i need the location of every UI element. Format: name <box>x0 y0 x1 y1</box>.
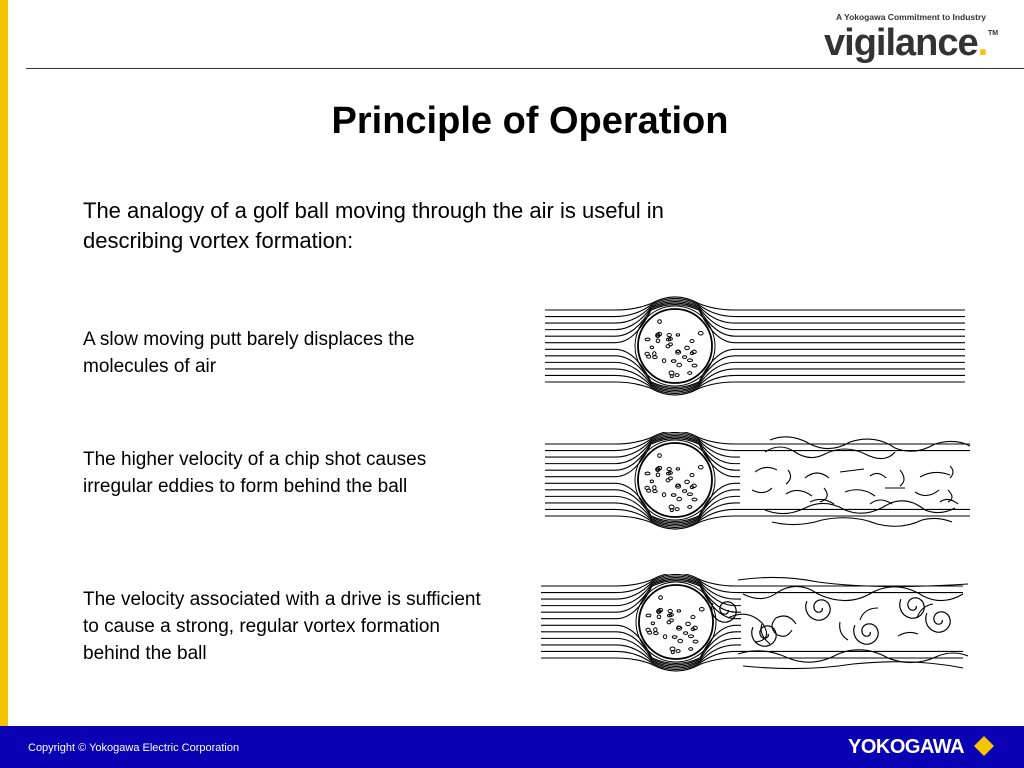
drive-description: The velocity associated with a drive is sufficient to cause a strong, regular vortex formation behind the ball <box>83 589 481 664</box>
chip-shot-description: The higher velocity of a chip shot causes irregular eddies to form behind the ball <box>83 449 427 497</box>
vigilance-logo <box>824 12 1006 66</box>
golf-ball-icon <box>635 440 715 520</box>
golf-ball-icon <box>635 306 715 386</box>
header-divider <box>26 68 1024 69</box>
golf-ball-icon <box>636 582 716 662</box>
logo-brand: vigilance. <box>824 22 988 64</box>
yokogawa-diamond-icon <box>974 736 994 756</box>
copyright-text: Copyright © Yokogawa Electric Corporation <box>28 742 240 754</box>
slide-title: Principle of Operation <box>331 100 729 142</box>
yokogawa-logo: YOKOGAWA <box>848 736 965 758</box>
logo-tagline: A Yokogawa Commitment to Industry <box>836 12 987 22</box>
intro-text: The analogy of a golf ball moving through the air is useful in describing vortex formation: <box>83 198 664 253</box>
footer-bar <box>0 726 1024 768</box>
eddy-flow-diagram <box>540 432 980 532</box>
vortex-flow-diagram <box>538 574 968 674</box>
trademark-mark: TM <box>988 30 999 37</box>
putt-description: A slow moving putt barely displaces the molecules of air <box>83 329 415 377</box>
laminar-flow-diagram <box>540 296 970 396</box>
